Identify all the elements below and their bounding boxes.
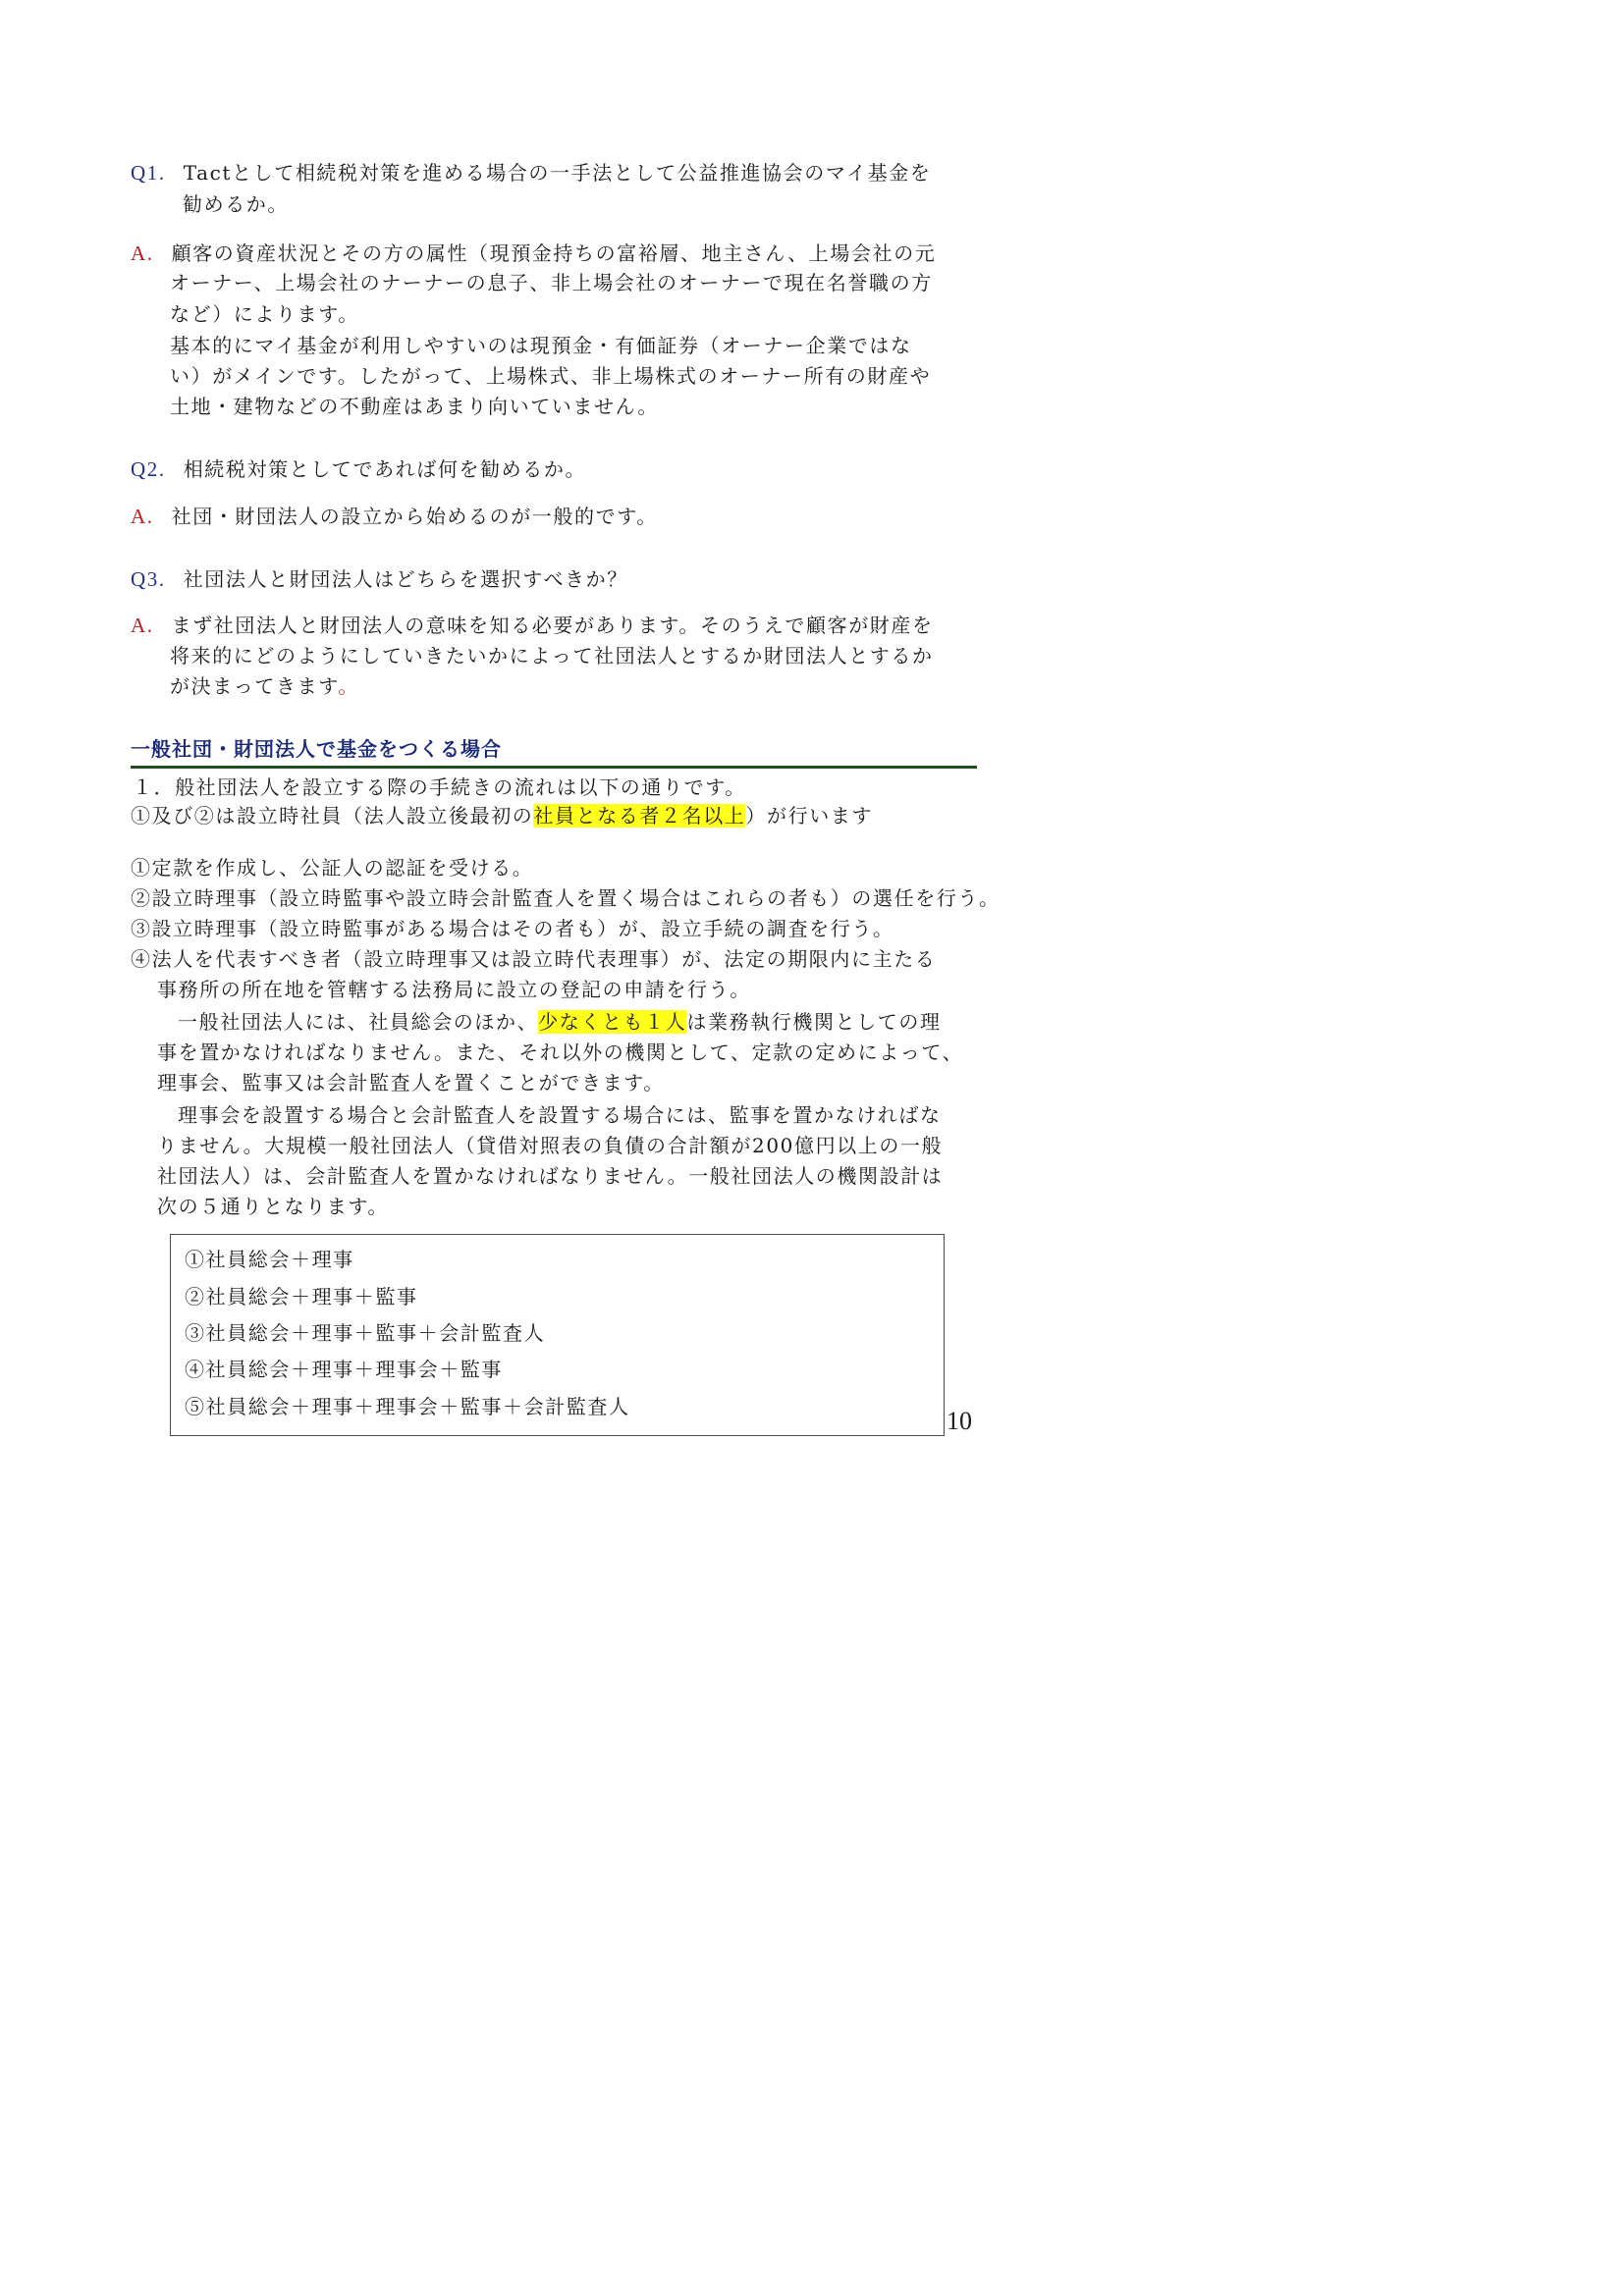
para1-post: は業務執行機関としての理 [686, 1010, 942, 1034]
structure-item-3: ③社員総会＋理事＋監事＋会計監査人 [185, 1321, 546, 1345]
structure-item-1: ①社員総会＋理事 [185, 1248, 354, 1271]
para2-line-3: 社団法人）は、会計監査人を置かなければなりません。一般社団法人の機関設計は [157, 1164, 944, 1188]
step-3: ③設立時理事（設立時監事がある場合はその者も）が、設立手続の調査を行う。 [131, 917, 894, 940]
a3-label: A. [131, 614, 154, 637]
para1-pre: 一般社団法人には、社員総会のほか、 [178, 1010, 539, 1034]
step-4: ④法人を代表すべき者（設立時理事又は設立時代表理事）が、法定の期限内に主たる [131, 947, 937, 971]
a3-text: まず社団法人と財団法人の意味を知る必要があります。そのうえで顧客が財産を [171, 614, 934, 637]
para1-line-2: 事を置かなければなりません。また、それ以外の機関として、定款の定めによって、 [157, 1041, 964, 1064]
section-intro: １．般社団法人を設立する際の手続きの流れは以下の通りです。 [133, 775, 746, 799]
a3-tail: 。 [338, 674, 359, 698]
para1-line-3: 理事会、監事又は会計監査人を置くことができます。 [157, 1071, 665, 1095]
a2-text: 社団・財団法人の設立から始めるのが一般的です。 [171, 505, 658, 528]
q2-text: 相続税対策としてであれば何を勧めるか。 [183, 457, 587, 481]
a3-line-3-text: が決まってきます [170, 674, 339, 698]
note-highlight: 社員となる者２名以上 [533, 804, 746, 828]
structure-item-4: ④社員総会＋理事＋理事会＋監事 [185, 1358, 503, 1381]
para2-line-2: りません。大規模一般社団法人（貸借対照表の負債の合計額が200億円以上の一般 [157, 1134, 944, 1157]
step-4-cont: 事務所の所在地を管轄する法務局に設立の登記の申請を行う。 [157, 978, 751, 1001]
q3-text: 社団法人と財団法人はどちらを選択すべきか？ [183, 567, 628, 591]
a1-label: A. [131, 241, 154, 265]
document-page [0, 0, 1084, 1532]
q2-line-1 [131, 454, 586, 484]
step-1: ①定款を作成し、公証人の認証を受ける。 [131, 856, 534, 880]
q2-label: Q2. [131, 457, 166, 481]
a1-line-1 [131, 239, 936, 268]
a1-line-3: など）によります。 [170, 302, 359, 326]
a2-line-1 [131, 502, 658, 531]
note-post: ）が行います [745, 804, 874, 828]
a1-line-2: オーナー、上場会社のナーナーの息子、非上場会社のオーナーで現在名誉職の方 [170, 271, 933, 294]
q3-label: Q3. [131, 567, 166, 591]
section-note [131, 801, 873, 830]
section-heading [131, 735, 977, 769]
a3-line-1 [131, 611, 934, 640]
structure-item-2: ②社員総会＋理事＋監事 [185, 1285, 418, 1308]
a2-label: A. [131, 505, 154, 528]
a1-text: 顧客の資産状況とその方の属性（現預金持ちの富裕層、地主さん、上場会社の元 [171, 241, 937, 265]
step-2: ②設立時理事（設立時監事や設立時会計監査人を置く場合はこれらの者も）の選任を行う。 [131, 886, 1001, 910]
q1-label: Q1. [131, 161, 166, 185]
page-number: 10 [947, 1407, 972, 1435]
q1-line-1 [131, 158, 931, 187]
a1-line-5: い）がメインです。したがって、上場株式、非上場株式のオーナー所有の財産や [170, 364, 932, 388]
para1-line-1 [178, 1007, 942, 1037]
note-pre: ①及び②は設立時社員（法人設立後最初の [131, 804, 534, 828]
para2-line-1: 理事会を設置する場合と会計監査人を設置する場合には、監事を置かなければな [178, 1103, 942, 1127]
q1-line-2: 勧めるか。 [183, 192, 289, 216]
section-heading-text: 一般社団・財団法人で基金をつくる場合 [131, 737, 502, 761]
structure-item-5: ⑤社員総会＋理事＋理事会＋監事＋会計監査人 [185, 1395, 630, 1418]
a1-line-6: 土地・建物などの不動産はあまり向いていません。 [170, 395, 659, 418]
organ-structure-box [170, 1234, 945, 1436]
a1-line-4: 基本的にマイ基金が利用しやすいのは現預金・有価証券（オーナー企業ではな [170, 334, 912, 357]
a3-line-2: 将来的にどのようにしていきたいかによって社団法人とするか財団法人とするか [170, 644, 934, 667]
a3-line-3 [170, 671, 359, 701]
para2-line-4: 次の５通りとなります。 [157, 1195, 389, 1218]
q1-text: Tactとして相続税対策を進める場合の一手法として公益推進協会のマイ基金を [183, 161, 932, 185]
q3-line-1 [131, 564, 628, 594]
para1-highlight: 少なくとも１人 [538, 1010, 687, 1034]
